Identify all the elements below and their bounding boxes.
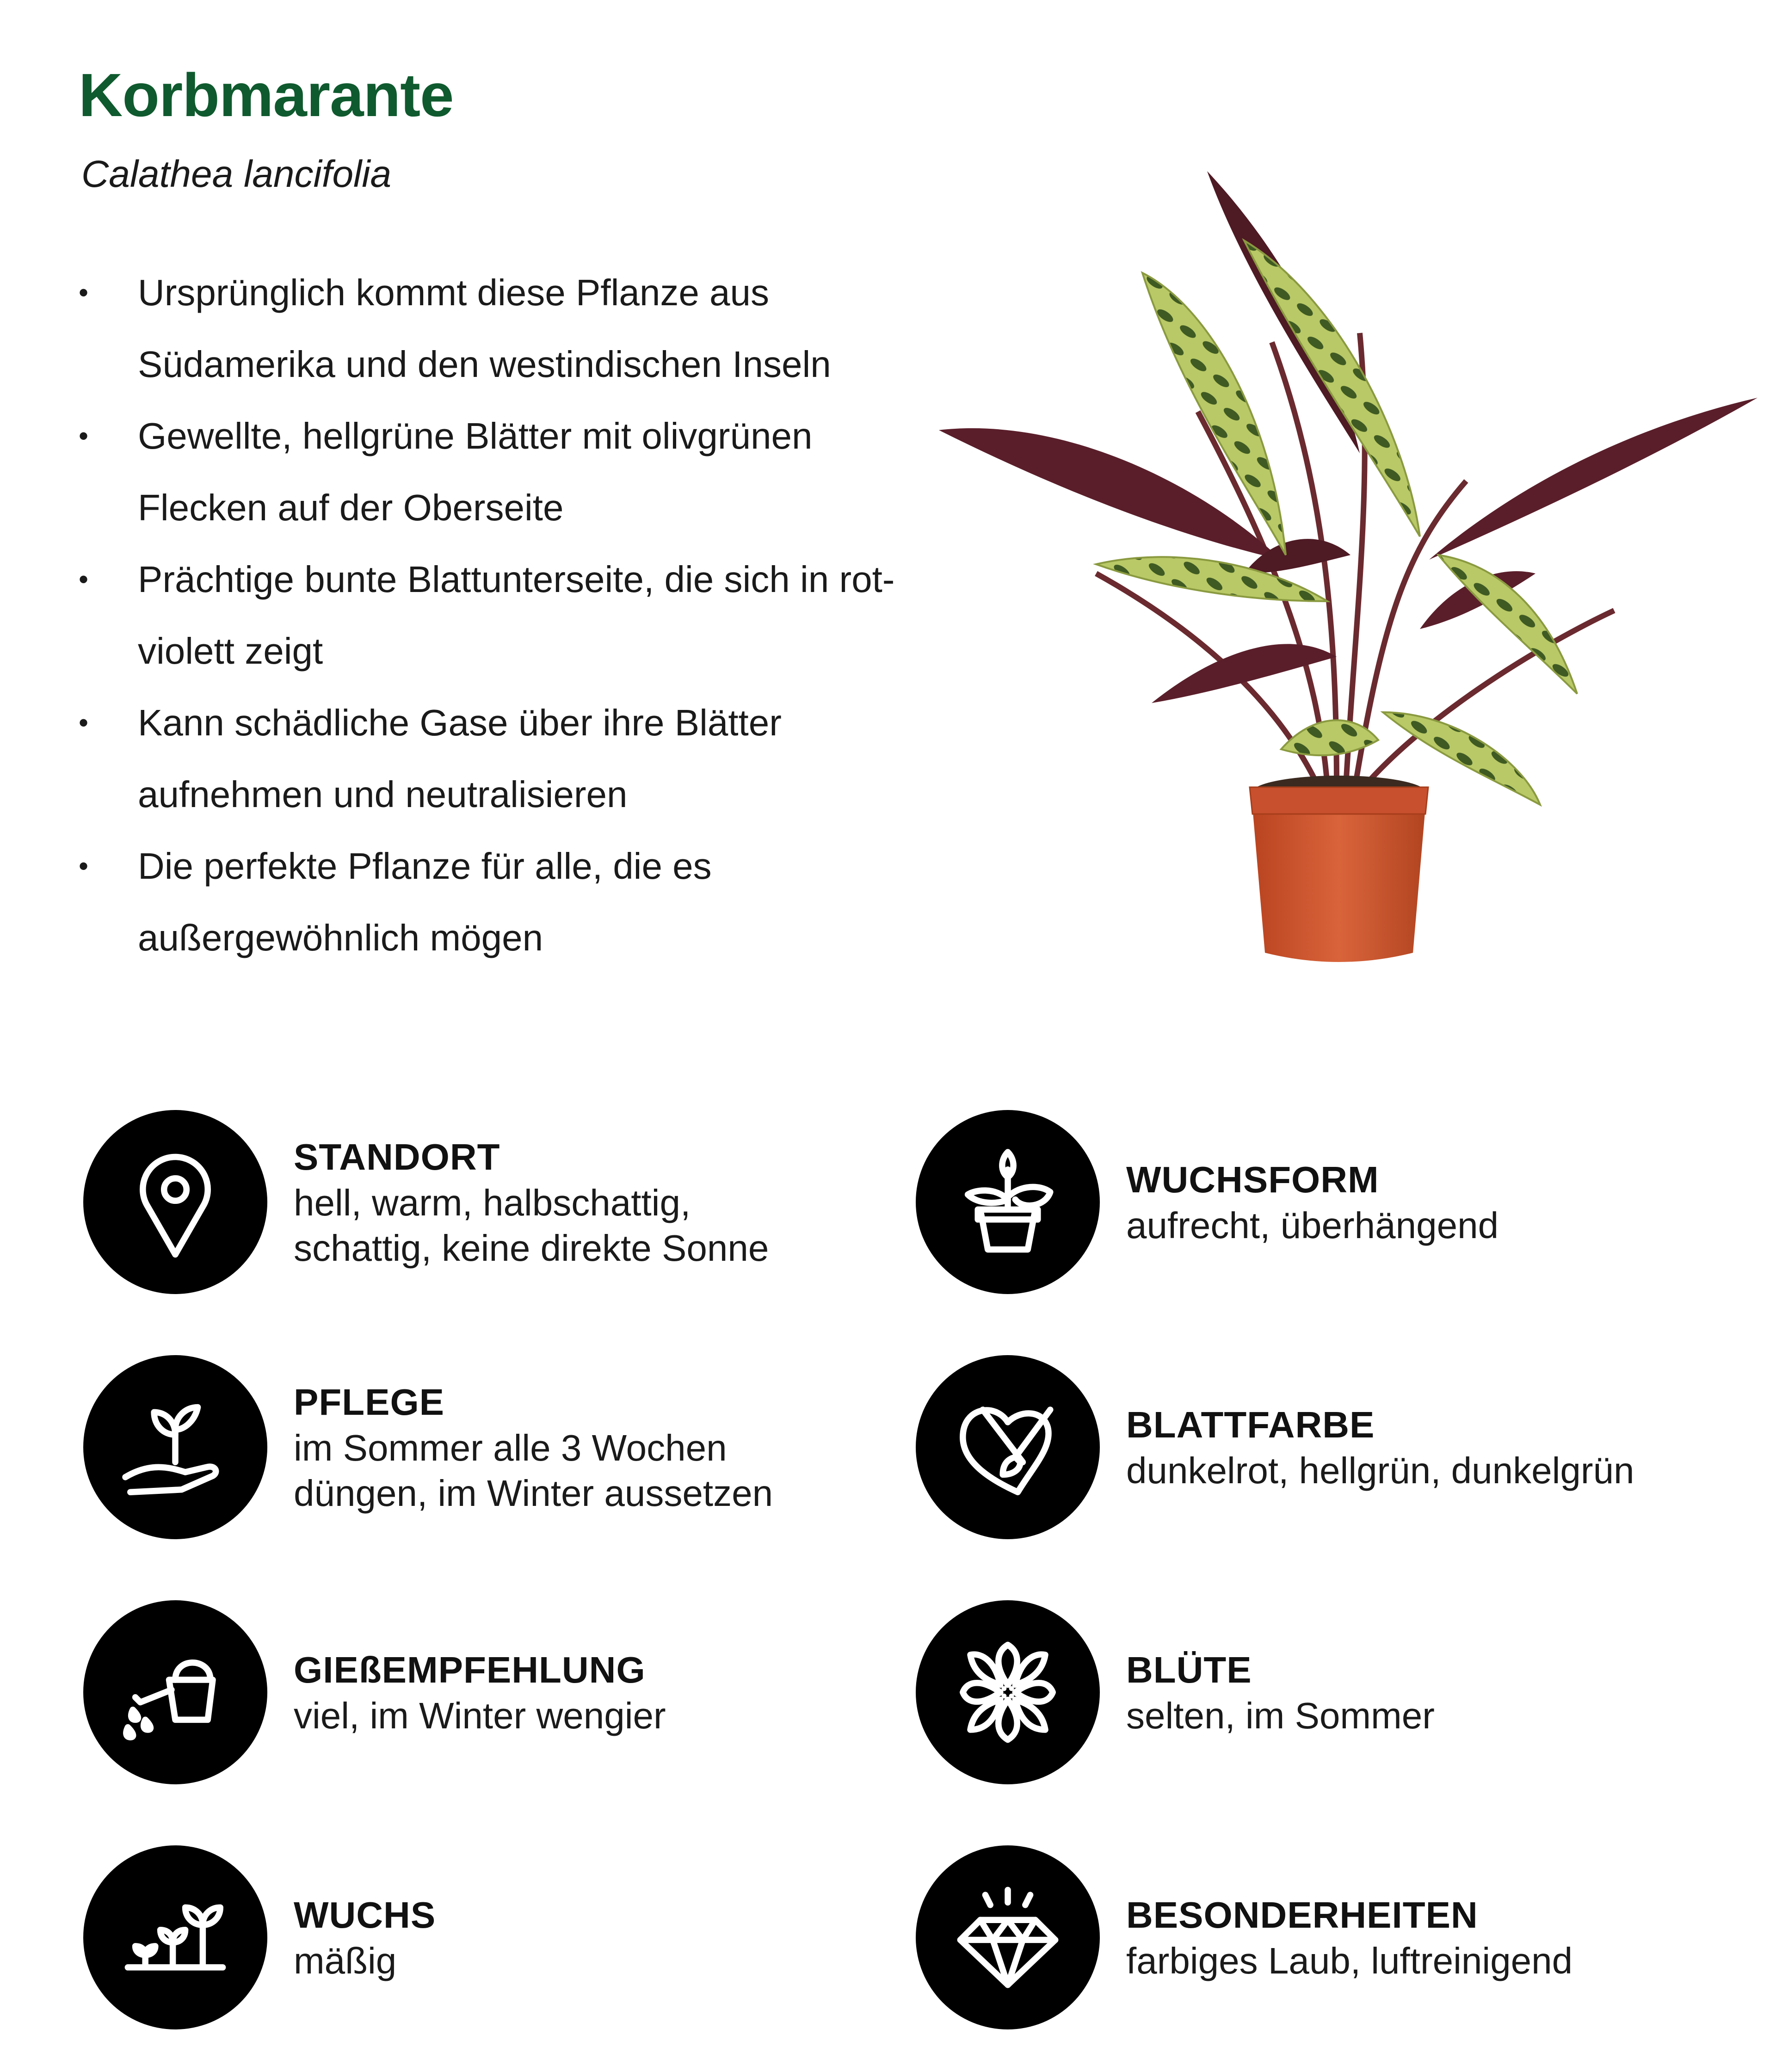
hand-seedling-icon xyxy=(83,1355,267,1539)
sprouts-icon xyxy=(83,1845,267,2029)
list-item-text: Gewellte, hellgrüne Blätter mit olivgrünen Flecken auf der Oberseite xyxy=(138,415,813,528)
diamond-icon xyxy=(916,1845,1100,2029)
feature-label: BESONDERHEITEN xyxy=(1126,1894,1478,1936)
feature-giessempfehlung xyxy=(83,1600,870,1785)
feature-value: dunkelrot, hellgrün, dunkelgrün xyxy=(1126,1450,1634,1491)
location-pin-icon xyxy=(83,1110,267,1294)
feature-standort xyxy=(83,1110,870,1295)
list-item-text: Ursprünglich kommt diese Pflanze aus Südamerika und den westindischen Inseln xyxy=(138,272,831,385)
list-item xyxy=(79,400,911,543)
list-item xyxy=(79,257,911,400)
feature-value: selten, im Sommer xyxy=(1126,1695,1435,1736)
feature-list xyxy=(79,257,911,974)
bullet-marker: • xyxy=(79,851,89,882)
page-title: Korbmarante xyxy=(79,61,454,129)
feature-label: STANDORT xyxy=(294,1136,500,1178)
watering-can-icon xyxy=(83,1600,267,1784)
feature-label: WUCHS xyxy=(294,1894,436,1936)
feature-label: BLATTFARBE xyxy=(1126,1404,1375,1445)
feature-value: im Sommer alle 3 Wochen düngen, im Winter aussetzen xyxy=(294,1427,773,1514)
feature-label: PFLEGE xyxy=(294,1381,445,1423)
feature-value: viel, im Winter wengier xyxy=(294,1695,666,1736)
feature-value: mäßig xyxy=(294,1940,397,1981)
list-item-text: Kann schädliche Gase über ihre Blätter aufnehmen und neutralisieren xyxy=(138,702,782,815)
bullet-marker: • xyxy=(79,564,89,595)
bullet-marker: • xyxy=(79,277,89,308)
list-item-text: Prächtige bunte Blattunterseite, die sich in rot-violett zeigt xyxy=(138,559,895,672)
feature-value: aufrecht, überhängend xyxy=(1126,1205,1499,1246)
feature-pflege xyxy=(83,1355,870,1540)
botanical-name: Calathea lancifolia xyxy=(81,153,392,195)
feature-wuchs xyxy=(83,1845,870,2030)
feature-blattfarbe xyxy=(916,1355,1702,1540)
feature-value: farbiges Laub, luftreinigend xyxy=(1126,1940,1573,1981)
potted-plant-icon xyxy=(916,1110,1100,1294)
bullet-marker: • xyxy=(79,420,89,451)
bullet-marker: • xyxy=(79,707,89,738)
feature-label: BLÜTE xyxy=(1126,1649,1252,1690)
feature-label: GIEßEMPFEHLUNG xyxy=(294,1649,646,1690)
list-item-text: Die perfekte Pflanze für alle, die es außergewöhnlich mögen xyxy=(138,845,712,958)
list-item xyxy=(79,687,911,830)
plant-image xyxy=(920,157,1776,976)
feature-value: hell, warm, halbschattig, schattig, keine direkte Sonne xyxy=(294,1182,769,1269)
feature-besonderheiten xyxy=(916,1845,1702,2030)
leaf-brush-icon xyxy=(916,1355,1100,1539)
feature-wuchsform xyxy=(916,1110,1702,1295)
feature-bluete xyxy=(916,1600,1702,1785)
feature-label: WUCHSFORM xyxy=(1126,1159,1379,1200)
list-item xyxy=(79,830,911,974)
list-item xyxy=(79,543,911,687)
flower-icon xyxy=(916,1600,1100,1784)
